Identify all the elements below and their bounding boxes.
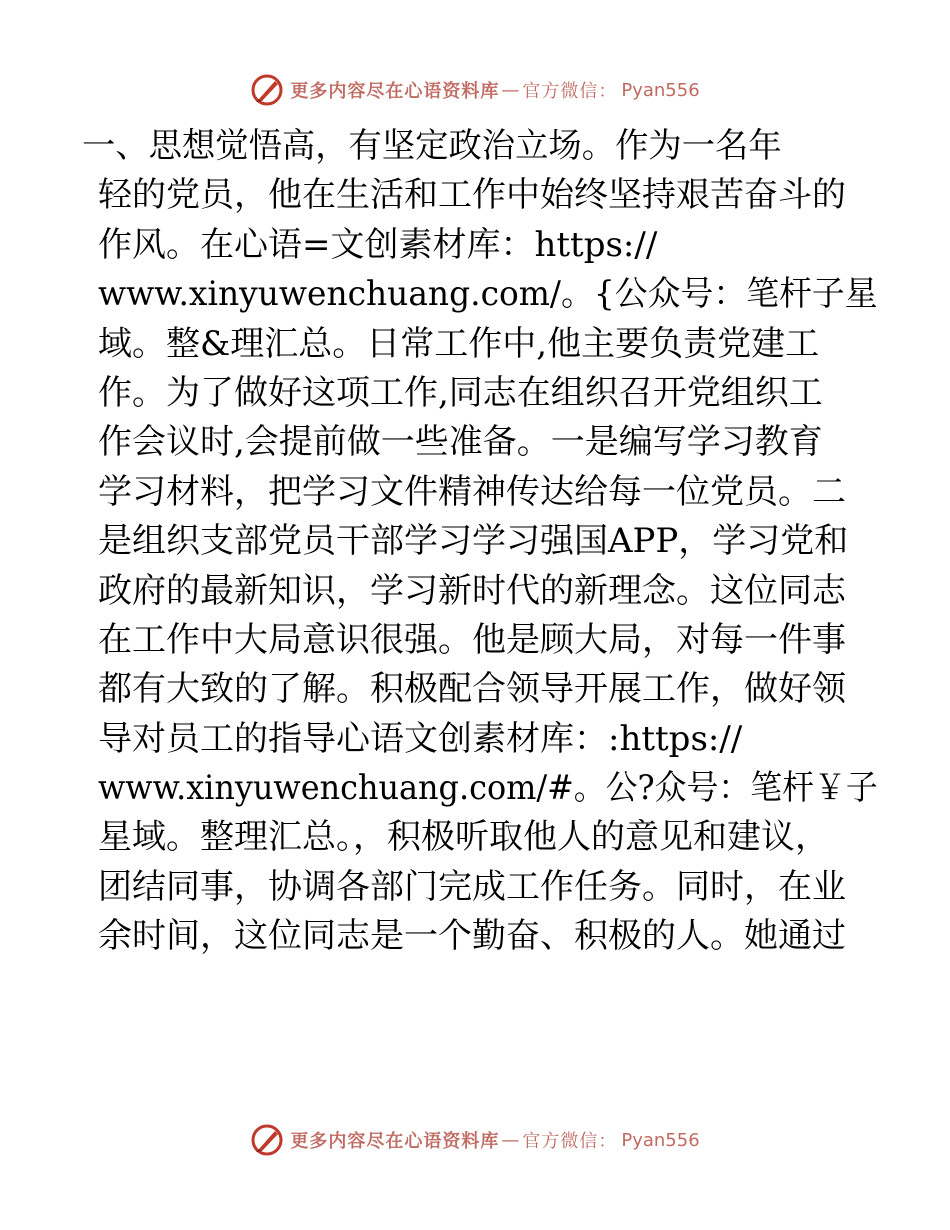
watermark-separator: — [501, 1129, 521, 1151]
watermark-text: 更多内容尽在心语资料库 [290, 81, 500, 102]
text-line: 团结同事，协调各部门完成工作任务。同时，在业 [98, 866, 846, 907]
text-line: 作风。在心语=文创素材库：https:// [98, 224, 658, 265]
text-line: 是组织支部党员干部学习学习强国APP，学习党和 [98, 521, 849, 562]
text-line: 导对员工的指导心语文创素材库：:https:// [98, 718, 743, 759]
text-line: 余时间，这位同志是一个勤奋、积极的人。她通过 [98, 916, 846, 957]
text-line: 域。整&理汇总。日常工作中,他主要负责党建工 [98, 323, 820, 364]
header-watermark [0, 70, 950, 110]
text-line: 都有大致的了解。积极配合领导开展工作，做好领 [98, 669, 846, 710]
wechat-id: Pyan556 [621, 79, 700, 101]
watermark-text: 更多内容尽在心语资料库 [290, 1131, 500, 1152]
wechat-id: Pyan556 [621, 1129, 700, 1151]
text-line: 在工作中大局意识很强。他是顾大局，对每一件事 [98, 619, 846, 660]
text-line: 轻的党员，他在生活和工作中始终坚持艰苦奋斗的 [98, 175, 846, 216]
wechat-label: 官方微信： [522, 1131, 618, 1152]
wechat-label: 官方微信： [522, 81, 618, 102]
text-line: www.xinyuwenchuang.com/。{公众号：笔杆子星 [98, 274, 878, 315]
text-line: www.xinyuwenchuang.com/#。公?众号：笔杆￥子 [98, 768, 878, 809]
text-line: 一、思想觉悟高，有坚定政治立场。作为一名年 [82, 126, 782, 166]
text-line: 作。为了做好这项工作,同志在组织召开党组织工 [98, 372, 823, 413]
footer-watermark [0, 1120, 950, 1160]
document-body [82, 122, 878, 962]
text-line: 政府的最新知识，学习新时代的新理念。这位同志 [98, 570, 846, 611]
text-line: 学习材料，把学习文件精神传达给每一位党员。二 [98, 471, 846, 512]
text-line: 作会议时,会提前做一些准备。一是编写学习教育 [98, 422, 823, 463]
pen-logo-icon [250, 1123, 284, 1157]
text-line: 星域。整理汇总。，积极听取他人的意见和建议， [98, 817, 829, 858]
watermark-separator: — [501, 79, 521, 101]
pen-logo-icon [250, 73, 284, 107]
